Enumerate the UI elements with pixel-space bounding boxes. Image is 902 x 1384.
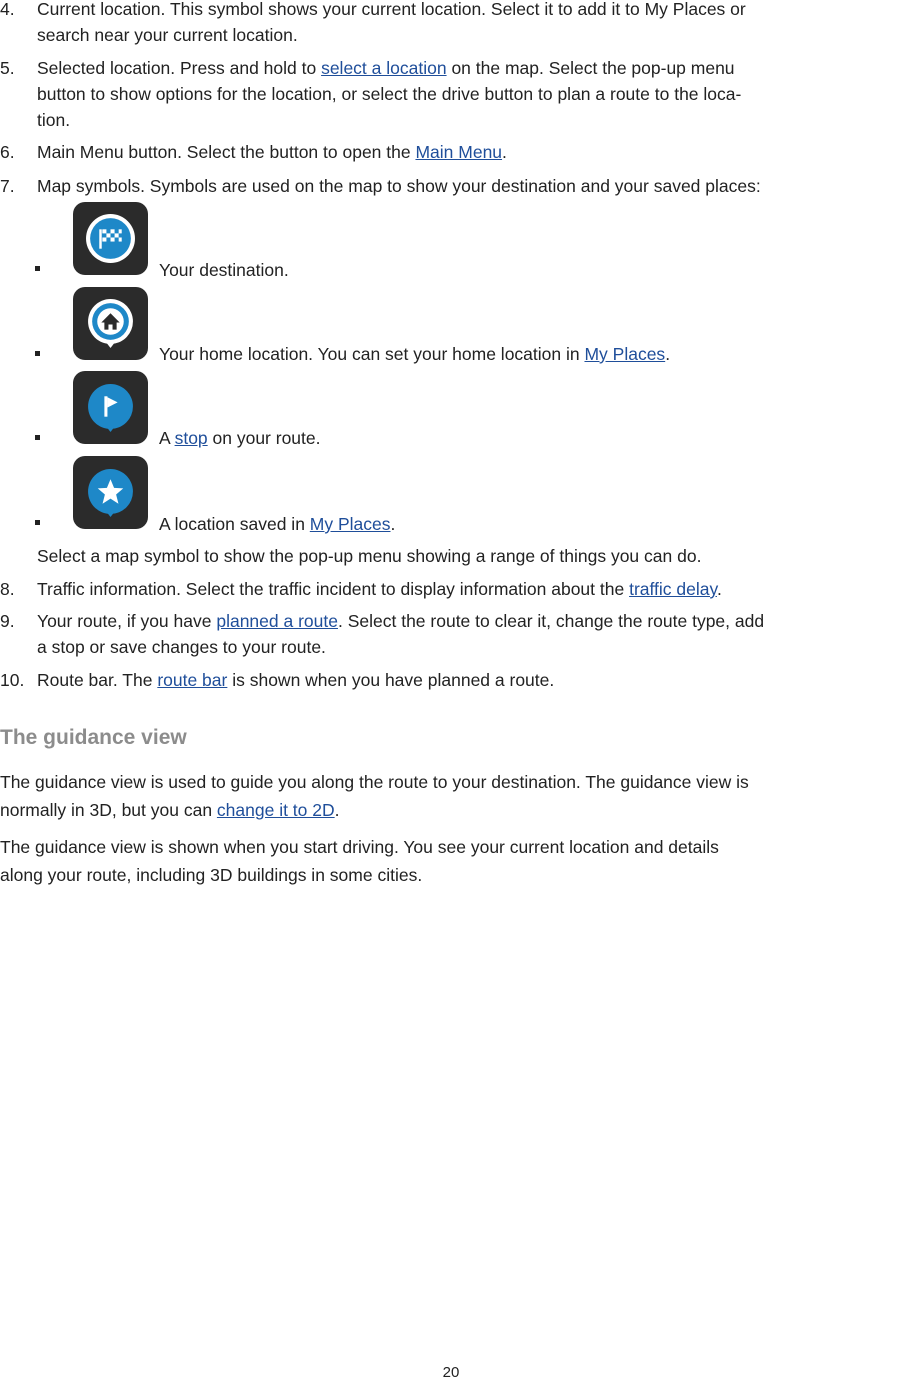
bullet	[35, 266, 40, 271]
item-text: tion.	[37, 110, 71, 130]
item-text: Map symbols. Symbols are used on the map to show your destination and your saved places:	[37, 176, 761, 196]
list-number: 4.	[0, 0, 15, 19]
home-icon	[73, 287, 150, 362]
item-text: Your route, if you have	[37, 611, 217, 631]
symbol-text: Your destination.	[159, 260, 289, 280]
stop-flag-icon	[73, 371, 150, 446]
item-text: is shown when you have planned a route.	[227, 670, 555, 690]
my-places-link[interactable]: My Places	[584, 344, 666, 364]
symbol-text	[159, 341, 670, 367]
symbol-destination	[0, 202, 902, 282]
item-text: .	[502, 142, 507, 162]
planned-route-link[interactable]: planned a route	[216, 611, 338, 631]
item-text: Select a map symbol to show the pop-up menu showing a range of things you can do.	[37, 546, 702, 566]
page-number: 20	[442, 1364, 460, 1381]
section-heading: The guidance view	[0, 726, 187, 749]
symbol-text-part: .	[665, 344, 671, 364]
list-number: 9.	[0, 611, 15, 631]
select-location-link[interactable]: select a location	[321, 58, 447, 78]
item-text: Route bar. The	[37, 670, 158, 690]
destination-flag-icon	[73, 202, 150, 277]
paragraph-2	[0, 833, 902, 889]
symbol-text-part: A location saved in	[159, 514, 310, 534]
item-text: search near your current location.	[37, 25, 298, 45]
bullet	[35, 351, 40, 356]
star-icon	[73, 456, 150, 531]
item-text: Selected location. Press and hold to	[37, 58, 322, 78]
item-text: button to show options for the location, or select the drive button to plan a route to the loca-	[37, 84, 742, 104]
symbol-text	[159, 511, 395, 537]
bullet	[35, 435, 40, 440]
bullet	[35, 520, 40, 525]
traffic-delay-link[interactable]: traffic delay	[629, 579, 717, 599]
paragraph-text: The guidance view is shown when you start driving. You see your current location and details	[0, 837, 719, 857]
paragraph-text: .	[334, 800, 340, 820]
list-number: 8.	[0, 579, 15, 599]
paragraph-text: along your route, including 3D buildings in some cities.	[0, 865, 423, 885]
main-menu-link[interactable]: Main Menu	[415, 142, 503, 162]
symbol-saved	[0, 456, 902, 536]
symbol-text	[159, 425, 321, 451]
item-text: on the map. Select the pop-up menu	[446, 58, 735, 78]
list-number: 5.	[0, 58, 15, 78]
route-bar-link[interactable]: route bar	[157, 670, 228, 690]
list-number: 7.	[0, 176, 15, 196]
symbol-text-part: on your route.	[207, 428, 321, 448]
symbol-text-part: .	[390, 514, 396, 534]
paragraph-1	[0, 768, 902, 824]
symbol-home	[0, 287, 902, 367]
item-text: . Select the route to clear it, change the route type, add	[337, 611, 765, 631]
item-text: a stop or save changes to your route.	[37, 637, 326, 657]
symbol-text-part: A	[159, 428, 175, 448]
list-number: 6.	[0, 142, 15, 162]
change-to-2d-link[interactable]: change it to 2D	[216, 800, 335, 820]
list-number: 10.	[0, 670, 25, 690]
paragraph-text: The guidance view is used to guide you along the route to your destination. The guidance view is	[0, 772, 749, 792]
item-text: Main Menu button. Select the button to open the	[37, 142, 416, 162]
paragraph-text: normally in 3D, but you can	[0, 800, 217, 820]
item-text: .	[716, 579, 722, 599]
symbol-text-part: Your home location. You can set your home location in	[159, 344, 585, 364]
symbol-stop	[0, 371, 902, 451]
item-text: Traffic information. Select the traffic incident to display information about the	[37, 579, 630, 599]
my-places-link[interactable]: My Places	[309, 514, 391, 534]
stop-link[interactable]: stop	[174, 428, 208, 448]
item-text: Current location. This symbol shows your current location. Select it to add it to My Places or	[37, 0, 746, 19]
